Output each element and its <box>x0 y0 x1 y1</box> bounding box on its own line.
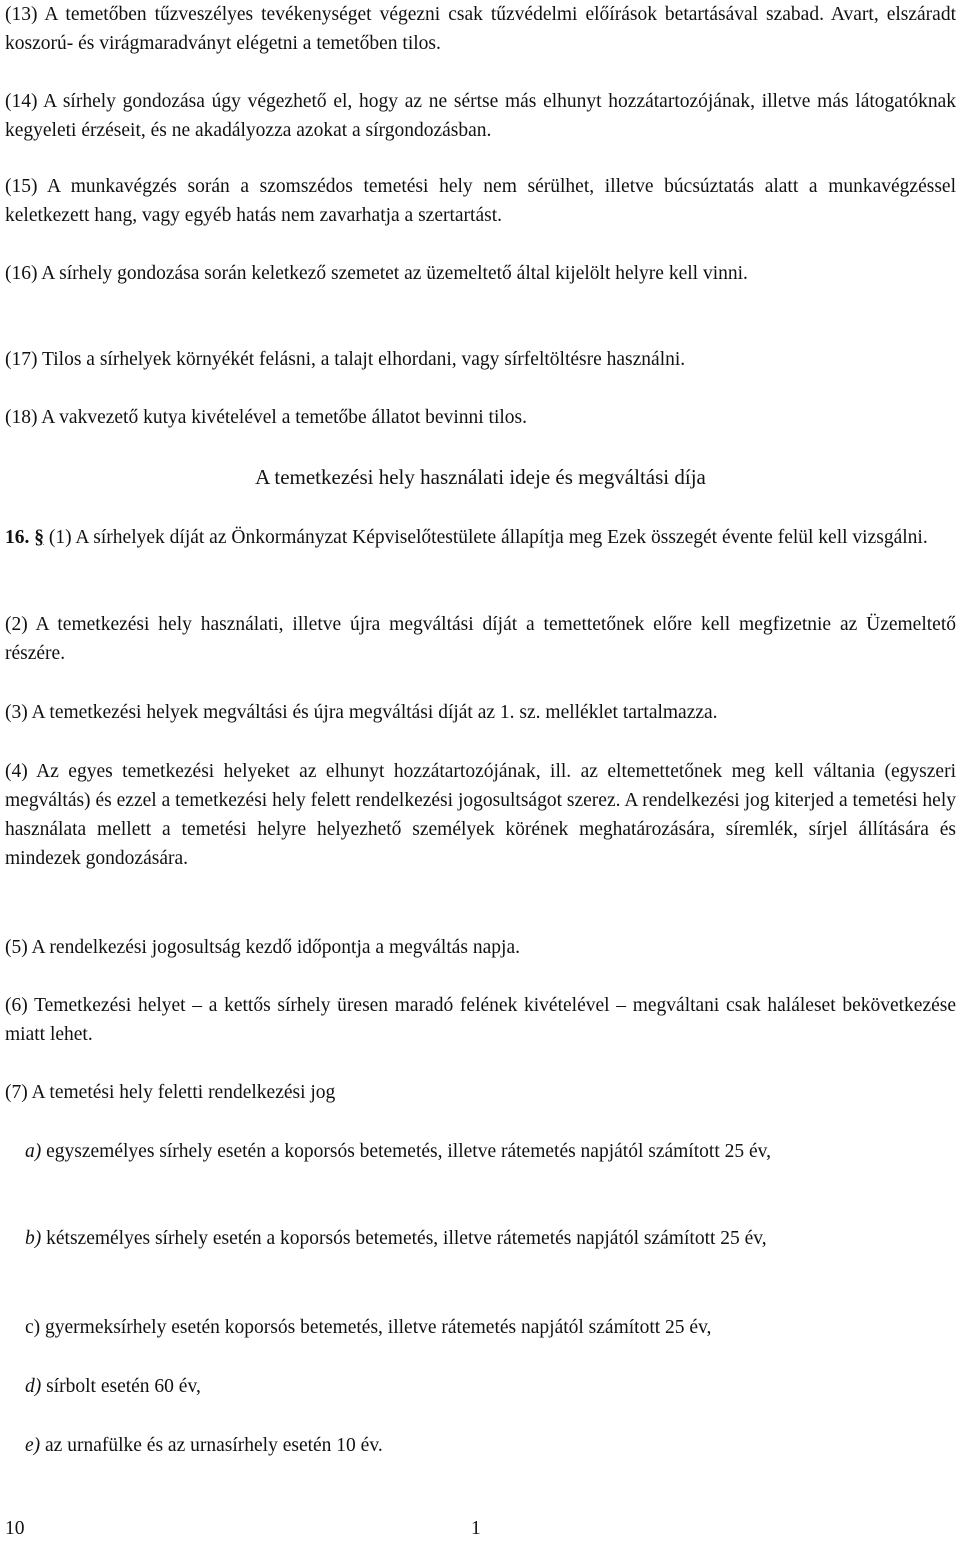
list-item-e-text: az urnafülke és az urnasírhely esetén 10 év. <box>45 1435 383 1456</box>
section-16-paragraph-4: (4) Az egyes temetkezési helyeket az elhunyt hozzátartozójának, ill. az eltemettetőnek meg kell váltania (egyszeri megváltás) és ezzel a temetkezési hely felett rendelkezési jogosultságot szerez. A rendelkezési jog kiterjed a temetési hely használata mellett a temetési helyre helyezhető személyek körének meghatározására, síremlék, sírjel állítására és mindezek gondozására. <box>5 761 956 869</box>
section-number: 16. <box>5 527 30 548</box>
list-item-a <box>5 1137 956 1166</box>
paragraph-16: (16) A sírhely gondozása során keletkező szemetet az üzemeltető által kijelölt helyre kell vinni. <box>5 263 748 284</box>
paragraph-15: (15) A munkavégzés során a szomszédos temetési hely nem sérülhet, illetve búcsúztatás alatt a munkavégzéssel keletkezett hang, vagy egyéb hatás nem zavarhatja a szertartást. <box>5 176 956 226</box>
list-item-b-text: kétszemélyes sírhely esetén a koporsós betemetés, illetve rátemetés napjától számított 25 év, <box>46 1228 767 1249</box>
footer-page-number-right: 1 <box>471 1518 481 1539</box>
list-item-a-label: a) <box>25 1141 42 1162</box>
section-16-paragraph-6: (6) Temetkezési helyet – a kettős sírhely üresen maradó felének kivételével – megváltani csak haláleset bekövetkezése miatt lehet. <box>5 995 956 1045</box>
section-sign: § <box>34 527 44 548</box>
list-item-b <box>5 1224 956 1253</box>
paragraph-14: (14) A sírhely gondozása úgy végezhető el, hogy az ne sértse más elhunyt hozzátartozójának, illetve más látogatóknak kegyeleti érzéseit, és ne akadályozza azokat a sírgondozásban. <box>5 91 956 141</box>
section-16-paragraph-5: (5) A rendelkezési jogosultság kezdő időpontja a megváltás napja. <box>5 937 520 958</box>
section-16-paragraph-3: (3) A temetkezési helyek megváltási és újra megváltási díját az 1. sz. melléklet tartalmazza. <box>5 702 718 723</box>
list-item-d-label: d) <box>25 1376 42 1397</box>
section-16-paragraph-7: (7) A temetési hely feletti rendelkezési jog <box>5 1082 336 1103</box>
list-item-e-label: e) <box>25 1435 41 1456</box>
footer-page-number-left: 10 <box>5 1518 25 1539</box>
paragraph-18: (18) A vakvezető kutya kivételével a temetőbe állatot bevinni tilos. <box>5 407 528 428</box>
paragraph-17: (17) Tilos a sírhelyek környékét felásni, a talajt elhordani, vagy sírfeltöltésre használni. <box>5 349 686 370</box>
list-item-c <box>5 1313 956 1342</box>
section-16-1-text: (1) A sírhelyek díját az Önkormányzat Képviselőtestülete állapítja meg Ezek összegét évente felül kell vizsgálni. <box>48 527 928 548</box>
section-16-paragraph-2: (2) A temetkezési hely használati, illetve újra megváltási díját a temettetőnek előre kell megfizetnie az Üzemeltető részére. <box>5 614 956 664</box>
paragraph-13: (13) A temetőben tűzveszélyes tevékenységet végezni csak tűzvédelmi előírások betartásával szabad. Avart, elszáradt koszorú- és virágmaradványt elégetni a temetőben tilos. <box>5 4 956 54</box>
list-item-b-label: b) <box>25 1228 42 1249</box>
list-item-d <box>5 1372 956 1401</box>
section-16-paragraph-1 <box>5 523 956 552</box>
list-item-e <box>5 1431 956 1460</box>
section-heading: A temetkezési hely használati ideje és megváltási díja <box>255 465 706 489</box>
document-page <box>5 0 956 1537</box>
list-item-d-text: sírbolt esetén 60 év, <box>46 1376 201 1397</box>
list-item-a-text: egyszemélyes sírhely esetén a koporsós betemetés, illetve rátemetés napjától számított 25 év, <box>46 1141 771 1162</box>
list-item-c-label: c) <box>25 1317 41 1338</box>
list-item-c-text: gyermeksírhely esetén koporsós betemetés, illetve rátemetés napjától számított 25 év, <box>45 1317 712 1338</box>
